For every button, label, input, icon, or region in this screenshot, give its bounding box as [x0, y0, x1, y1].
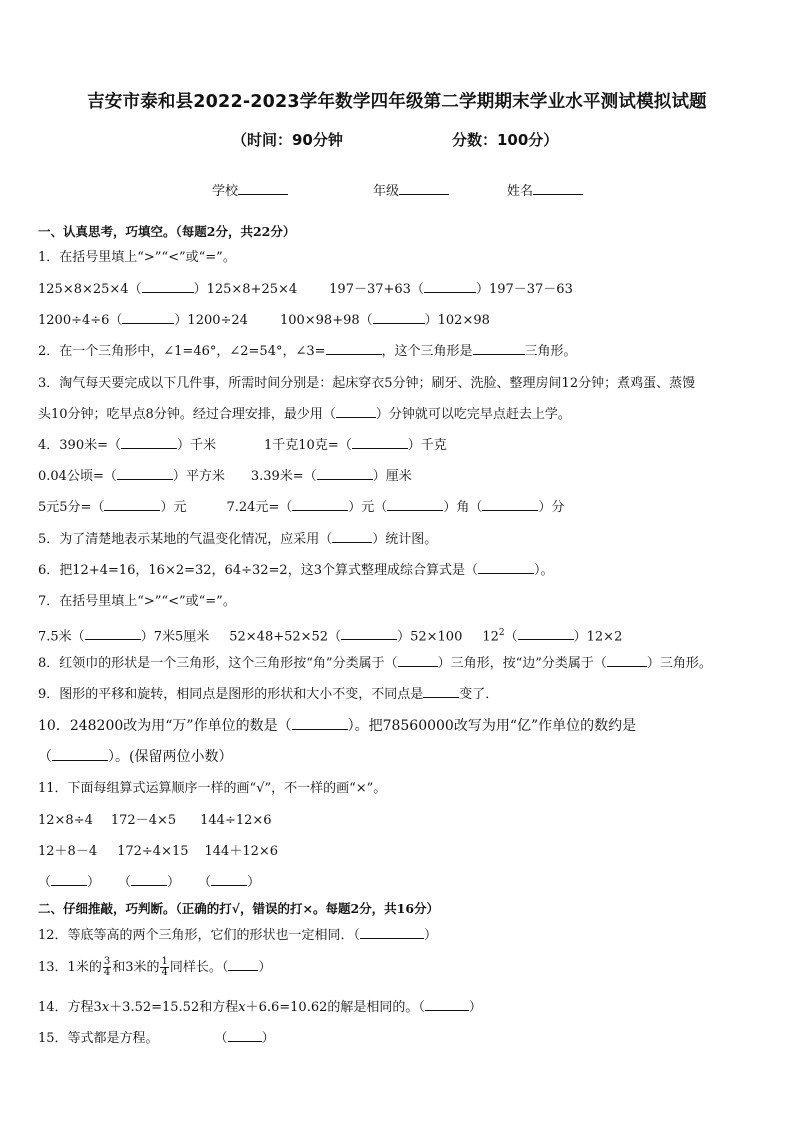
question-3-line-1: 3．淘气每天要完成以下几件事，所需时间分别是：起床穿衣5分钟；刷牙、洗脸、整理房间12分钟；煮鸡蛋、蒸馒 [38, 376, 696, 391]
question-5: 5．为了清楚地表示某地的气温变化情况，应采用（ ）统计图。 [38, 532, 438, 547]
fraction-one-quarter: $\frac{1}{4}$ [161, 956, 168, 978]
question-4-row-3: 5元5分=（ ）元 7.24元=（ ）元（ ）角（ ）分 [38, 500, 565, 515]
grade-field[interactable]: 年级 [373, 180, 449, 199]
question-15: 15．等式都是方程。 （ ） [38, 1031, 275, 1046]
question-11: 11．下面每组算式运算顺序一样的画“√”，不一样的画“×”。 [38, 781, 387, 796]
question-12: 12．等底等高的两个三角形，它们的形状也一定相同．（ ） [38, 928, 438, 943]
section-2-heading: 二、仔细推敲，巧判断。（正确的打√，错误的打×。每题2分，共16分） [38, 901, 440, 916]
fraction-three-quarters: $\frac{3}{4}$ [103, 956, 111, 978]
question-11-row-2: 12＋8－4 172÷4×15 144＋12×6 [38, 844, 279, 859]
question-11-answers: （ ） （ ） （ ） [38, 875, 261, 890]
question-13: 13．1米的 $\frac{3}{4}$ 和3米的 $\frac{1}{4}$ 同样长。（ ） [38, 956, 272, 978]
question-4-row-1: 4．390米=（ ）千米 1千克10克=（ ）千克 [38, 438, 447, 453]
question-4-row-2: 0.04公顷=（ ）平方米 3.39米=（ ）厘米 [38, 469, 412, 484]
exam-time: （时间：90分钟 [232, 131, 343, 149]
question-11-row-1: 12×8÷4 172－4×5 144÷12×6 [38, 813, 272, 828]
question-1: 1．在括号里填上“>”“<”或“=”。 [38, 250, 236, 265]
exam-score: 分数：100分） [452, 131, 559, 149]
exam-title: 吉安市泰和县2022-2023学年数学四年级第二学期期末学业水平测试模拟试题 [87, 92, 707, 112]
question-7: 7．在括号里填上“>”“<”或“=”。 [38, 594, 236, 609]
question-14: 14．方程3x＋3.52=15.52和方程x＋6.6=10.62的解是相同的。（ ） [38, 1000, 482, 1015]
question-10-line-2: （ ）。(保留两位小数） [38, 749, 233, 765]
question-6: 6．把12+4=16，16×2=32，64÷32=2，这3个算式整理成综合算式是（ ）。 [38, 563, 554, 578]
name-field[interactable]: 姓名 [507, 180, 583, 199]
question-10-line-1: 10．248200改为用“万”作单位的数是（ ）。把78560000改写为用“亿”作单位的数约是 [38, 718, 637, 734]
question-1-row-2: 1200÷4÷6（ ）1200÷24 100×98+98（ ）102×98 [38, 313, 490, 328]
question-1-row-1: 125×8×25×4（ ）125×8+25×4 197－37+63（ ）197－37－63 [38, 282, 573, 297]
question-8: 8．红领巾的形状是一个三角形，这个三角形按“角”分类属于（ ）三角形，按“边”分类属于（ ）三角形。 [38, 656, 712, 671]
school-field[interactable]: 学校 [212, 180, 288, 199]
question-7-row: 7.5米（ ）7米5厘米 52×48+52×52（ ）52×100 $12^2$（ ）12×2 [38, 628, 623, 645]
question-3-line-2: 头10分钟；吃早点8分钟。经过合理安排，最少用（ ）分钟就可以吃完早点赶去上学。 [38, 407, 571, 422]
question-2: 2．在一个三角形中，∠1=46°，∠2=54°，∠3= ，这个三角形是 三角形。 [38, 344, 577, 359]
section-1-heading: 一、认真思考，巧填空。（每题2分，共22分） [38, 224, 296, 239]
question-9: 9．图形的平移和旋转，相同点是图形的形状和大小不变，不同点是 变了． [38, 687, 499, 702]
